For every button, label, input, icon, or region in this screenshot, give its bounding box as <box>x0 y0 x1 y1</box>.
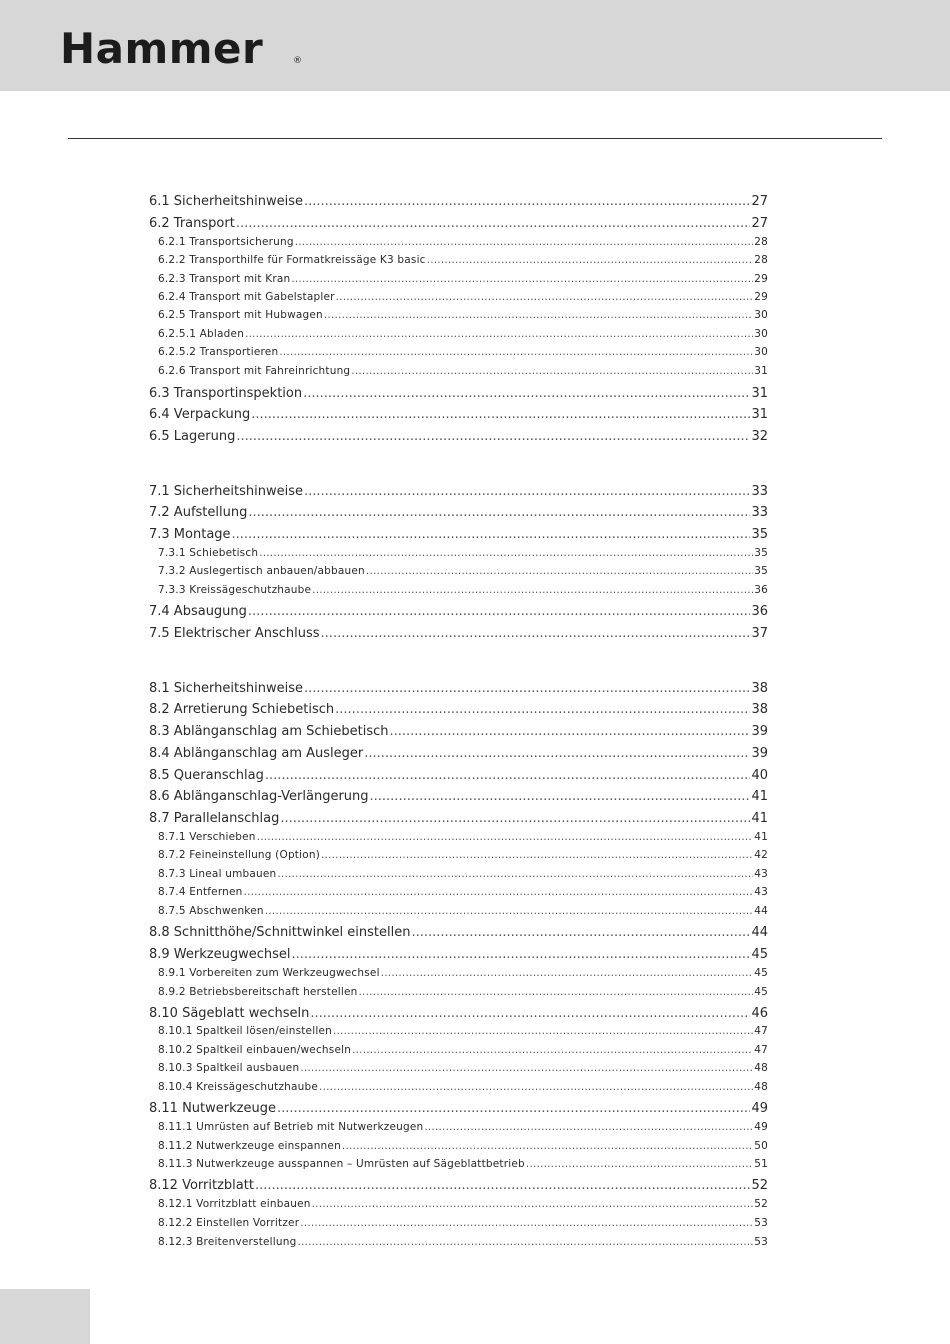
toc-entry-title: 8.9 Werkzeugwechsel <box>149 947 291 962</box>
toc-entry-page-number: 49 <box>751 1101 768 1116</box>
toc-entry-page-number: 31 <box>751 407 768 422</box>
toc-entry[interactable] <box>158 1198 768 1213</box>
toc-leader-dots <box>236 216 751 231</box>
toc-entry-title: 8.7.5 Abschwenken <box>158 905 264 917</box>
toc-entry-title: 8.1 Sicherheitshinweise <box>149 681 303 696</box>
toc-entry-page-number: 45 <box>754 967 768 979</box>
toc-entry-title: 8.9.1 Vorbereiten zum Werkzeugwechsel <box>158 967 380 979</box>
toc-entry-title: 8.11 Nutwerkzeuge <box>149 1101 276 1116</box>
toc-entry-page-number: 48 <box>754 1081 768 1093</box>
page-corner-box <box>0 1289 90 1344</box>
toc-entry-title: 7.3 Montage <box>149 527 231 542</box>
toc-entry-page-number: 33 <box>751 484 768 499</box>
toc-entry[interactable] <box>149 484 768 502</box>
toc-leader-dots <box>300 1217 753 1229</box>
toc-entry-page-number: 41 <box>754 831 768 843</box>
toc-entry-page-number: 43 <box>754 868 768 880</box>
toc-leader-dots <box>251 407 750 422</box>
toc-entry[interactable] <box>149 724 768 742</box>
toc-entry[interactable] <box>149 386 768 404</box>
toc-entry-title: 7.3.1 Schiebetisch <box>158 547 259 559</box>
toc-entry-page-number: 40 <box>751 768 768 783</box>
toc-entry-page-number: 39 <box>751 746 768 761</box>
toc-leader-dots <box>245 328 753 340</box>
toc-entry-page-number: 30 <box>754 346 768 358</box>
toc-entry-page-number: 27 <box>751 216 768 231</box>
toc-entry-page-number: 32 <box>751 429 768 444</box>
toc-entry[interactable] <box>158 547 768 562</box>
toc-entry[interactable] <box>158 1217 768 1232</box>
toc-entry-title: 8.2 Arretierung Schiebetisch <box>149 702 335 717</box>
toc-entry[interactable] <box>158 328 768 343</box>
toc-entry-page-number: 29 <box>754 273 768 285</box>
toc-entry-page-number: 48 <box>754 1062 768 1074</box>
toc-entry-page-number: 41 <box>751 789 768 804</box>
toc-entry[interactable] <box>149 429 768 447</box>
toc-entry[interactable] <box>158 986 768 1001</box>
toc-entry-title: 6.2.3 Transport mit Kran <box>158 273 291 285</box>
toc-entry[interactable] <box>149 1006 768 1024</box>
toc-entry-page-number: 50 <box>754 1140 768 1152</box>
toc-entry-title: 7.5 Elektrischer Anschluss <box>149 626 320 641</box>
toc-entry-title: 7.2 Aufstellung <box>149 505 248 520</box>
brand-logo: Hammer <box>60 24 264 73</box>
toc-entry-page-number: 53 <box>754 1217 768 1229</box>
toc-leader-dots <box>244 886 754 898</box>
toc-entry-title: 8.11.1 Umrüsten auf Betrieb mit Nutwerkzeugen <box>158 1121 424 1133</box>
toc-entry[interactable] <box>158 236 768 251</box>
toc-entry-title: 7.4 Absaugung <box>149 604 247 619</box>
toc-leader-dots <box>232 527 751 542</box>
toc-entry[interactable] <box>149 1178 768 1196</box>
toc-leader-dots <box>257 831 754 843</box>
toc-leader-dots <box>336 291 754 303</box>
toc-entry[interactable] <box>149 789 768 807</box>
toc-leader-dots <box>265 768 751 783</box>
toc-entry[interactable] <box>158 1044 768 1059</box>
toc-entry[interactable] <box>158 565 768 580</box>
toc-entry-page-number: 47 <box>754 1044 768 1056</box>
toc-entry-page-number: 30 <box>754 328 768 340</box>
toc-entry-title: 8.10.2 Spaltkeil einbauen/wechseln <box>158 1044 352 1056</box>
toc-leader-dots <box>411 925 750 940</box>
toc-entry-page-number: 36 <box>751 604 768 619</box>
toc-entry-page-number: 37 <box>751 626 768 641</box>
toc-entry-page-number: 51 <box>754 1158 768 1170</box>
toc-entry[interactable] <box>158 1158 768 1173</box>
toc-entry-page-number: 47 <box>754 1025 768 1037</box>
toc-entry-title: 7.3.2 Auslegertisch anbauen/abbauen <box>158 565 365 577</box>
toc-entry[interactable] <box>158 886 768 901</box>
toc-entry[interactable] <box>149 947 768 965</box>
toc-entry[interactable] <box>158 1025 768 1040</box>
toc-entry[interactable] <box>158 849 768 864</box>
toc-entry-title: 8.6 Ablänganschlag-Verlängerung <box>149 789 369 804</box>
toc-entry-page-number: 31 <box>754 365 768 377</box>
toc-leader-dots <box>389 724 750 739</box>
toc-entry-page-number: 36 <box>754 584 768 596</box>
toc-leader-dots <box>352 1044 753 1056</box>
toc-entry[interactable] <box>158 584 768 599</box>
toc-entry[interactable] <box>149 216 768 234</box>
toc-leader-dots <box>324 309 753 321</box>
toc-entry-page-number: 38 <box>751 681 768 696</box>
toc-entry-title: 8.11.2 Nutwerkzeuge einspannen <box>158 1140 341 1152</box>
toc-entry[interactable] <box>149 407 768 425</box>
toc-entry-page-number: 53 <box>754 1236 768 1248</box>
toc-leader-dots <box>304 681 750 696</box>
toc-leader-dots <box>310 1006 750 1021</box>
toc-leader-dots <box>333 1025 753 1037</box>
toc-entry-title: 6.2.2 Transporthilfe für Formatkreissäge K3 basic <box>158 254 426 266</box>
toc-leader-dots <box>279 346 753 358</box>
toc-leader-dots <box>248 505 750 520</box>
toc-entry-title: 8.12.3 Breitenverstellung <box>158 1236 297 1248</box>
toc-entry-page-number: 38 <box>751 702 768 717</box>
toc-leader-dots <box>312 1198 754 1210</box>
toc-entry-page-number: 44 <box>751 925 768 940</box>
toc-entry-page-number: 43 <box>754 886 768 898</box>
toc-leader-dots <box>297 1236 753 1248</box>
toc-entry-title: 6.2 Transport <box>149 216 235 231</box>
registered-mark: ® <box>293 56 302 66</box>
toc-entry-title: 6.4 Verpackung <box>149 407 251 422</box>
toc-entry-title: 6.5 Lagerung <box>149 429 236 444</box>
toc-entry-title: 8.12.2 Einstellen Vorritzer <box>158 1217 300 1229</box>
toc-leader-dots <box>259 547 753 559</box>
toc-entry-page-number: 27 <box>751 194 768 209</box>
toc-entry-title: 8.8 Schnitthöhe/Schnittwinkel einstellen <box>149 925 411 940</box>
toc-leader-dots <box>381 967 754 979</box>
toc-entry-title: 8.4 Ablänganschlag am Ausleger <box>149 746 364 761</box>
toc-entry[interactable] <box>158 1140 768 1155</box>
toc-entry[interactable] <box>149 925 768 943</box>
toc-entry[interactable] <box>149 702 768 720</box>
toc-entry-page-number: 28 <box>754 236 768 248</box>
toc-leader-dots <box>370 789 751 804</box>
toc-leader-dots <box>236 429 750 444</box>
toc-entry-title: 8.7.1 Verschieben <box>158 831 256 843</box>
toc-entry-title: 6.2.4 Transport mit Gabelstapler <box>158 291 335 303</box>
toc-entry[interactable] <box>158 868 768 883</box>
toc-entry-title: 8.7.4 Entfernen <box>158 886 243 898</box>
toc-leader-dots <box>351 365 753 377</box>
toc-entry[interactable] <box>158 831 768 846</box>
toc-leader-dots <box>280 811 750 826</box>
toc-entry[interactable] <box>158 967 768 982</box>
toc-leader-dots <box>291 273 753 285</box>
toc-entry-title: 8.9.2 Betriebsbereitschaft herstellen <box>158 986 358 998</box>
toc-entry-page-number: 46 <box>751 1006 768 1021</box>
toc-entry-page-number: 29 <box>754 291 768 303</box>
toc-entry-title: 8.3 Ablänganschlag am Schiebetisch <box>149 724 389 739</box>
toc-entry[interactable] <box>158 273 768 288</box>
toc-entry-title: 8.10.3 Spaltkeil ausbauen <box>158 1062 300 1074</box>
toc-entry-page-number: 44 <box>754 905 768 917</box>
toc-entry-title: 8.12.1 Vorritzblatt einbauen <box>158 1198 311 1210</box>
toc-entry-page-number: 28 <box>754 254 768 266</box>
toc-leader-dots <box>342 1140 753 1152</box>
toc-entry-page-number: 41 <box>751 811 768 826</box>
toc-entry-title: 6.2.5.2 Transportieren <box>158 346 279 358</box>
toc-entry-page-number: 35 <box>754 547 768 559</box>
toc-entry-page-number: 52 <box>754 1198 768 1210</box>
toc-entry[interactable] <box>158 309 768 324</box>
toc-entry-title: 7.3.3 Kreissägeschutzhaube <box>158 584 312 596</box>
toc-leader-dots <box>359 986 754 998</box>
toc-entry[interactable] <box>149 194 768 212</box>
toc-entry[interactable] <box>158 1062 768 1077</box>
toc-entry-page-number: 33 <box>751 505 768 520</box>
toc-entry-page-number: 52 <box>751 1178 768 1193</box>
toc-entry[interactable] <box>149 604 768 622</box>
toc-entry-title: 8.12 Vorritzblatt <box>149 1178 254 1193</box>
toc-leader-dots <box>321 849 753 861</box>
toc-entry-page-number: 45 <box>754 986 768 998</box>
toc-entry-page-number: 45 <box>751 947 768 962</box>
toc-entry[interactable] <box>158 291 768 306</box>
toc-entry[interactable] <box>158 1121 768 1136</box>
toc-entry[interactable] <box>149 811 768 829</box>
toc-entry[interactable] <box>149 1101 768 1119</box>
toc-leader-dots <box>424 1121 753 1133</box>
toc-entry-title: 6.1 Sicherheitshinweise <box>149 194 303 209</box>
toc-entry[interactable] <box>149 681 768 699</box>
toc-entry-title: 6.2.6 Transport mit Fahreinrichtung <box>158 365 351 377</box>
toc-entry-page-number: 49 <box>754 1121 768 1133</box>
toc-leader-dots <box>312 584 753 596</box>
toc-leader-dots <box>291 947 750 962</box>
header-rule <box>68 138 882 139</box>
toc-leader-dots <box>304 194 750 209</box>
toc-leader-dots <box>277 868 753 880</box>
toc-entry[interactable] <box>149 626 768 644</box>
toc-leader-dots <box>366 565 753 577</box>
toc-entry[interactable] <box>158 365 768 380</box>
toc-entry[interactable] <box>158 1081 768 1096</box>
toc-entry-title: 6.2.1 Transportsicherung <box>158 236 294 248</box>
toc-entry[interactable] <box>158 254 768 269</box>
toc-leader-dots <box>265 905 754 917</box>
toc-entry-page-number: 39 <box>751 724 768 739</box>
toc-leader-dots <box>427 254 754 266</box>
toc-entry[interactable] <box>149 505 768 523</box>
toc-entry-title: 6.2.5 Transport mit Hubwagen <box>158 309 323 321</box>
toc-leader-dots <box>335 702 750 717</box>
toc-leader-dots <box>248 604 751 619</box>
toc-entry[interactable] <box>149 527 768 545</box>
toc-leader-dots <box>300 1062 753 1074</box>
toc-leader-dots <box>319 1081 753 1093</box>
toc-entry-title: 8.10.4 Kreissägeschutzhaube <box>158 1081 319 1093</box>
toc-entry-title: 7.1 Sicherheitshinweise <box>149 484 303 499</box>
toc-leader-dots <box>295 236 754 248</box>
toc-entry-title: 6.3 Transportinspektion <box>149 386 303 401</box>
toc-entry[interactable] <box>149 746 768 764</box>
toc-entry-title: 8.7.2 Feineinstellung (Option) <box>158 849 321 861</box>
toc-entry-title: 8.10 Sägeblatt wechseln <box>149 1006 310 1021</box>
toc-entry[interactable] <box>158 1236 768 1251</box>
toc-entry[interactable] <box>158 346 768 361</box>
toc-entry-title: 8.7.3 Lineal umbauen <box>158 868 277 880</box>
toc-entry-page-number: 35 <box>754 565 768 577</box>
toc-entry-page-number: 42 <box>754 849 768 861</box>
toc-leader-dots <box>321 626 751 641</box>
toc-entry-title: 6.2.5.1 Abladen <box>158 328 245 340</box>
toc-entry-title: 8.11.3 Nutwerkzeuge ausspannen – Umrüsten auf Sägeblattbetrieb <box>158 1158 525 1170</box>
toc-leader-dots <box>277 1101 751 1116</box>
toc-entry[interactable] <box>158 905 768 920</box>
toc-leader-dots <box>526 1158 753 1170</box>
toc-entry-title: 8.7 Parallelanschlag <box>149 811 280 826</box>
toc-leader-dots <box>255 1178 751 1193</box>
toc-leader-dots <box>304 484 750 499</box>
toc-leader-dots <box>303 386 750 401</box>
toc-entry-title: 8.5 Queranschlag <box>149 768 264 783</box>
toc-entry-page-number: 31 <box>751 386 768 401</box>
toc-entry[interactable] <box>149 768 768 786</box>
toc-entry-page-number: 35 <box>751 527 768 542</box>
toc-leader-dots <box>364 746 750 761</box>
toc-entry-title: 8.10.1 Spaltkeil lösen/einstellen <box>158 1025 332 1037</box>
toc-entry-page-number: 30 <box>754 309 768 321</box>
